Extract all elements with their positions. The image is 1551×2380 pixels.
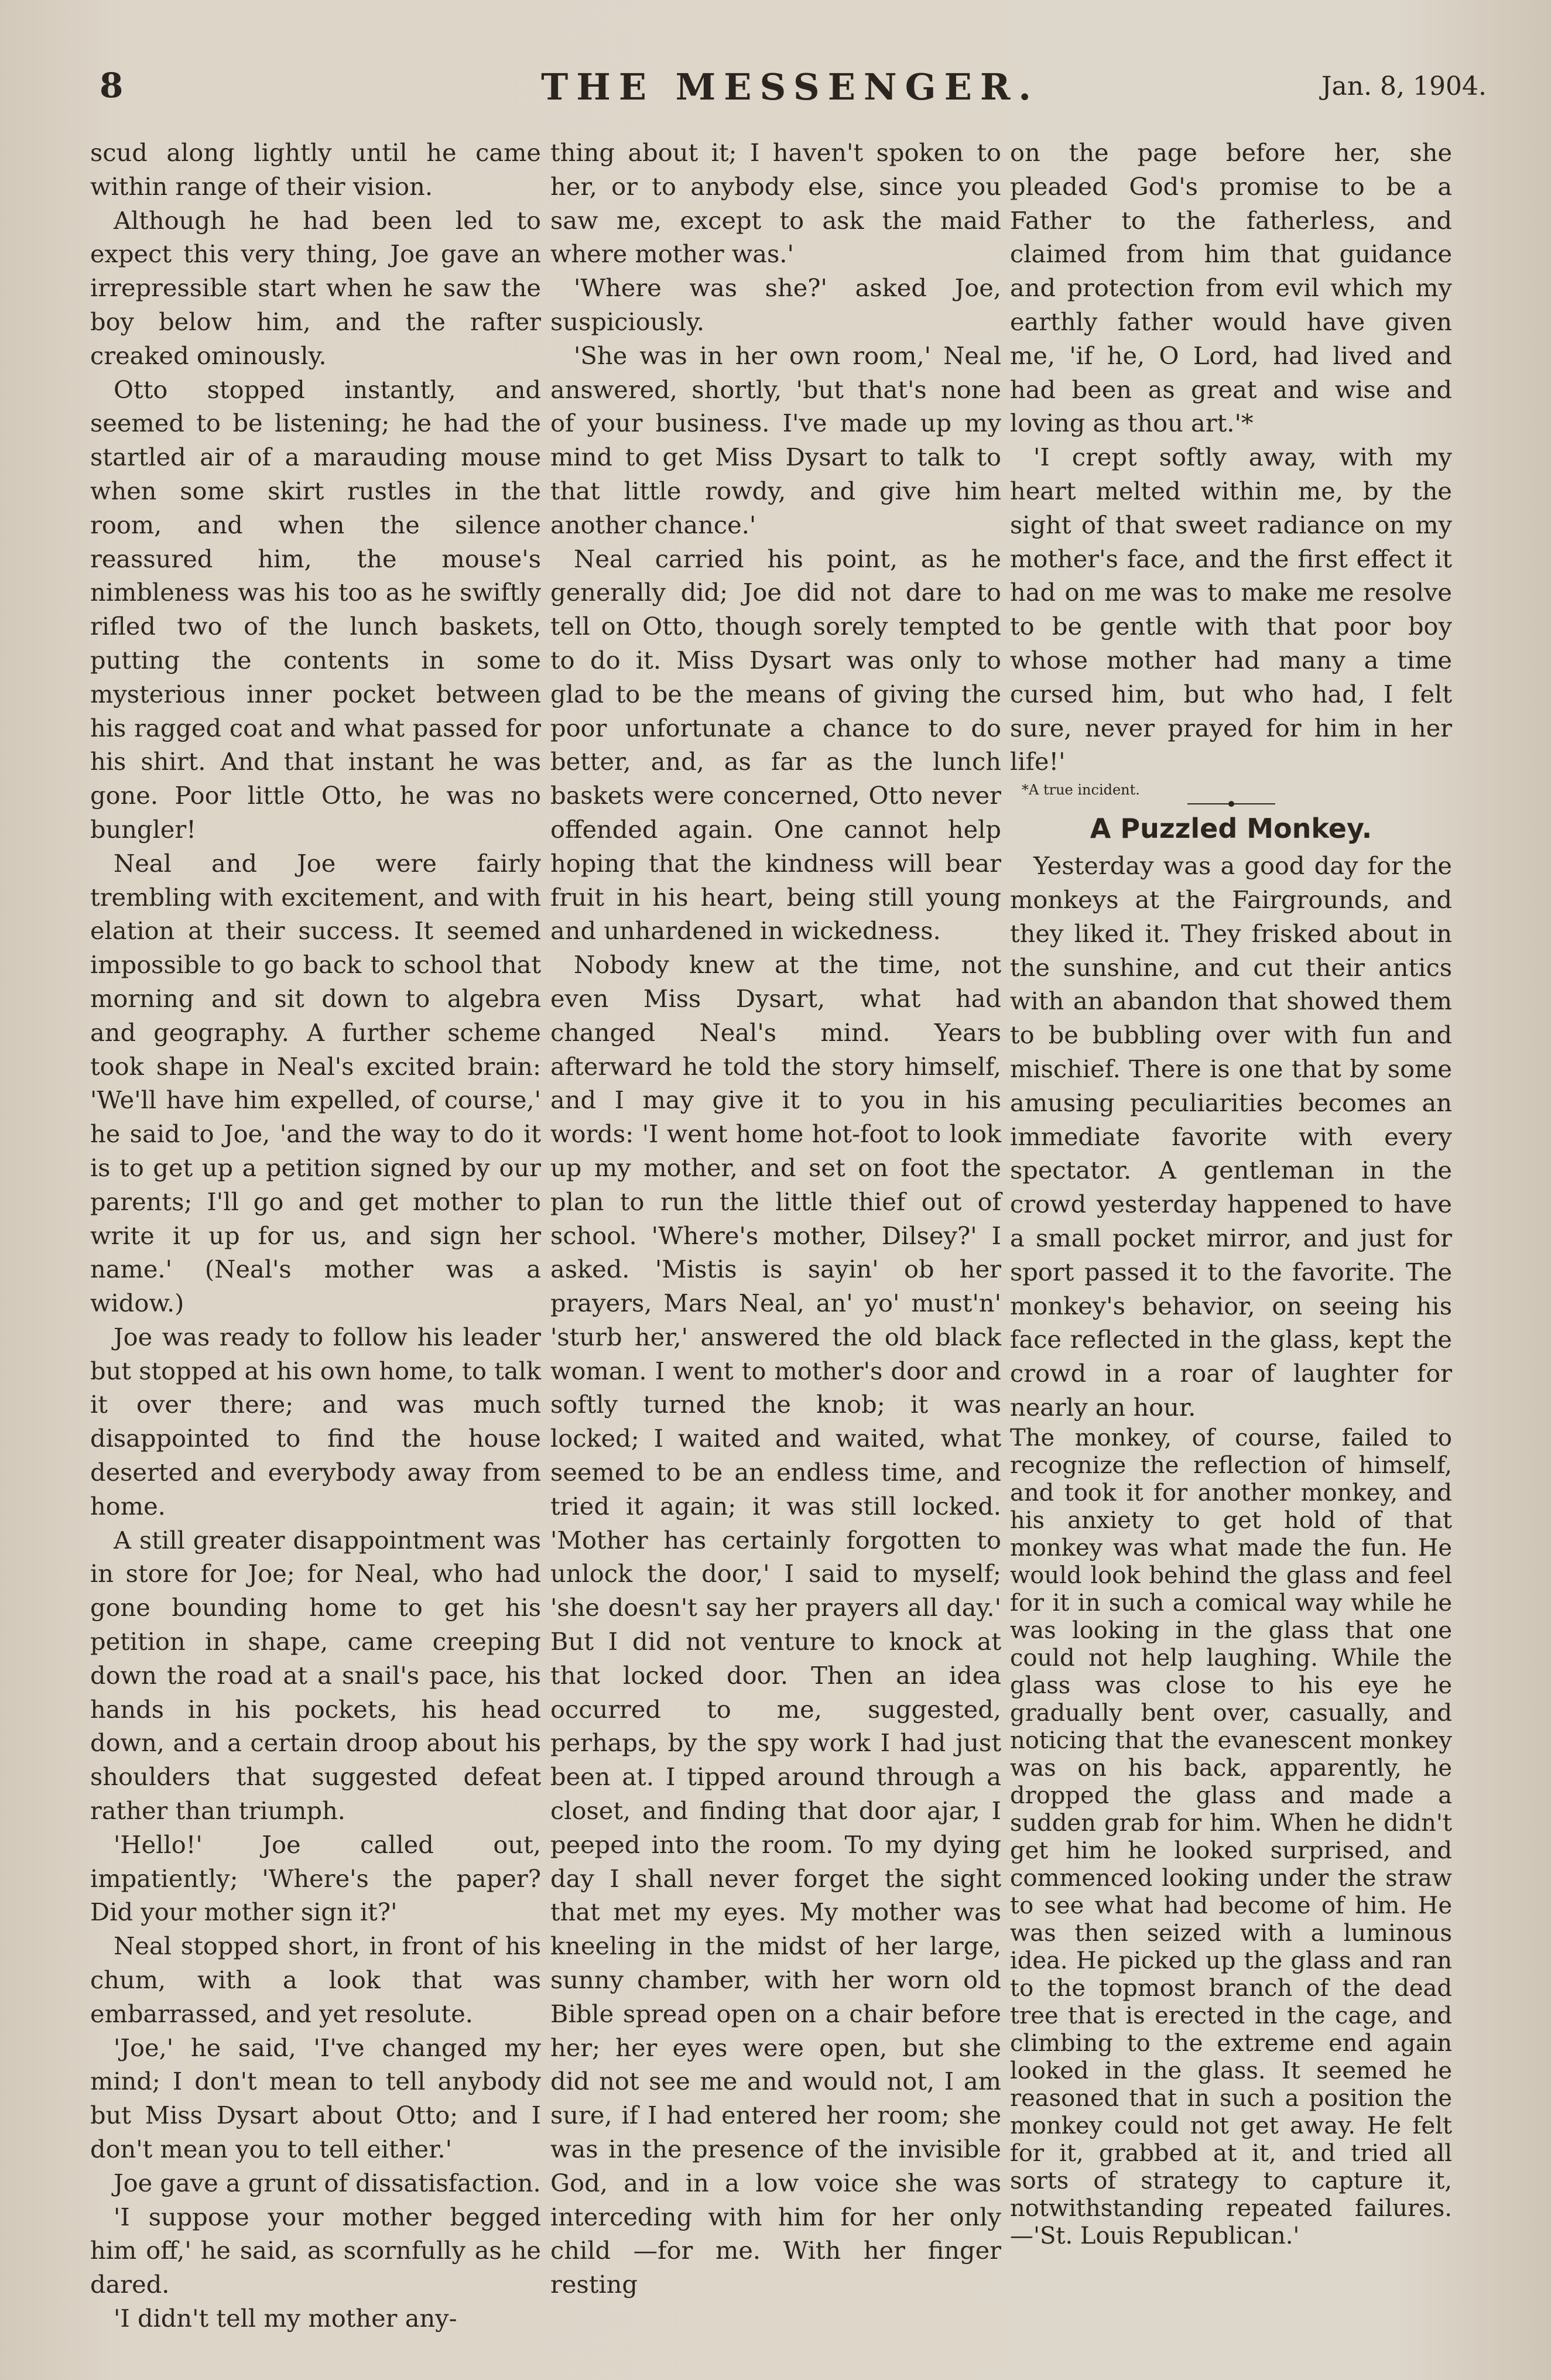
paragraph: The monkey, of course, failed to recognize the reflection of himself, and took it for another monkey, and his anxiety to get hold of that monkey was what made the fun. He would look behind the glass and feel for it in such a comical way while he was looking in the glass that one could not help laughing. While the glass was close to his eye he gradually bent over, casually, and noticing that the evanescent monkey was on his back, apparently, he dropped the glass and made a sudden grab for him. When he didn't get him he looked surprised, and commenced looking under the straw to see what had become of him. He was then seized with a luminous idea. He picked up the glass and ran to the topmost branch of the dead tree that is erected in the cage, and climbing to the extreme end again looked in the glass. It seemed he reasoned that in such a position the monkey could not get away. He felt for it, grabbed at it, and tried all sorts of strategy to capture it, notwithstanding repeated failures. —'St. Louis Republican.' [1010,1424,1452,2249]
column-2 [550,136,1001,2302]
masthead [94,66,1487,118]
section-divider [1187,803,1275,804]
column-1 [90,136,541,2336]
paragraph: 'Hello!' Joe called out, impatiently; 'Where's the paper? Did your mother sign it?' [90,1830,541,1927]
page-number: 8 [100,66,124,105]
paragraph: Joe gave a grunt of dissatisfaction. [114,2168,541,2197]
paragraph: Otto stopped instantly, and seemed to be listening; he had the startled air of a marauding mouse when some skirt rustles in the room, and when the silence reassured him, the mouse's nimbleness was his too as he swiftly rifled two of the lunch baskets, putting the contents in some mysterious inner pocket between his ragged coat and what passed for his shirt. And that instant he was gone. Poor little Otto, he was no bungler! [90,375,541,844]
paragraph: on the page before her, she pleaded God's promise to be a Father to the fatherless, and claimed from him that guidance and protection from evil which my earthly father would have given me, 'if he, O Lord, had lived and had been as great and wise and loving as thou art.'* [1010,138,1452,438]
newspaper-title: THE MESSENGER. [541,66,1039,108]
footnote: *A true incident. [1022,782,1140,799]
paragraph: 'I didn't tell my mother any- [114,2304,457,2333]
paragraph: Although he had been led to expect this very thing, Joe gave an irrepressible start when he saw the boy below him, and the rafter creaked ominously. [90,206,541,370]
article-headline: A Puzzled Monkey. [1090,813,1372,845]
paragraph: A still greater disappointment was in store for Joe; for Neal, who had gone bounding home to get his petition in shape, came creeping down the road at a snail's pace, his hands in his pockets, his head down, and a certain droop about his shoulders that suggested defeat rather than triumph. [90,1525,541,1826]
paragraph: Neal carried his point, as he generally did; Joe did not dare to tell on Otto, though sorely tempted to do it. Miss Dysart was only to glad to be the means of giving the poor unfortunate a chance to do better, and, as far as the lunch baskets were concerned, Otto never offended again. One cannot help hoping that the kindness will bear fruit in his heart, being still young and unhardened in wickedness. [550,544,1001,946]
paragraph: 'She was in her own room,' Neal answered, shortly, 'but that's none of your business. I've made up my mind to get Miss Dysart to talk to that little rowdy, and give him another chance.' [550,341,1001,539]
paragraph: Neal and Joe were fairly trembling with excitement, and with elation at their success. It seemed impossible to go back to school that morning and sit down to algebra and geography. A further scheme took shape in Neal's excited brain: 'We'll have him expelled, of course,' he said to Joe, 'and the way to do it is to get up a petition signed by our parents; I'll go and get mother to write it up for us, and sign her name.' (Neal's mother was a widow.) [90,848,541,1318]
paragraph: 'Joe,' he said, 'I've changed my mind; I don't mean to tell anybody but Miss Dysart about Otto; and I don't mean you to tell either.' [90,2033,541,2164]
paragraph: 'I crept softly away, with my heart melted within me, by the sight of that sweet radiance on my mother's face, and the first effect it had on me was to make me resolve to be gentle with that poor boy whose mother had many a time cursed him, but who had, I felt sure, never prayed for him in her life!' [1010,443,1452,776]
column-3 [1010,136,1452,2250]
paragraph: scud along lightly until he came within range of their vision. [90,138,541,201]
paragraph: Joe was ready to follow his leader but stopped at his own home, to talk it over there; and was much disappointed to find the house deserted and everybody away from home. [90,1322,541,1521]
paragraph: Neal stopped short, in front of his chum, with a look that was embarrassed, and yet resolute. [90,1932,541,2028]
paragraph: 'I suppose your mother begged him off,' he said, as scornfully as he dared. [90,2202,541,2299]
paragraph: Nobody knew at the time, not even Miss Dysart, what had changed Neal's mind. Years afterward he told the story himself, and I may give it to you in his words: 'I went home hot-foot to look up my mother, and set on foot the plan to run the little thief out of school. 'Where's mother, Dilsey?' I asked. 'Mistis is sayin' ob her prayers, Mars Neal, an' yo' must'n' 'sturb her,' answered the old black woman. I went to mother's door and softly turned the knob; it was locked; I waited and waited, what seemed to be an endless time, and tried it again; it was still locked. 'Mother has certainly forgotten to unlock the door,' I said to myself; 'she doesn't say her prayers all day.' But I did not venture to knock at that locked door. Then an idea occurred to me, suggested, perhaps, by the spy work I had just been at. I tipped around through a closet, and finding that door ajar, I peeped into the room. To my dying day I shall never forget the sight that met my eyes. My mother was kneeling in the midst of her large, sunny chamber, with her worn old Bible spread open on a chair before her; her eyes were open, but she did not see me and would not, I am sure, if I had entered her room; she was in the presence of the invisible God, and in a low voice she was interceding with him for her only child —for me. With her finger resting [550,950,1001,2299]
issue-date: Jan. 8, 1904. [1321,71,1487,101]
paragraph: 'Where was she?' asked Joe, suspiciously. [550,273,1001,336]
paragraph: thing about it; I haven't spoken to her, or to anybody else, since you saw me, except to ask the maid where mother was.' [550,138,1001,269]
paragraph: Yesterday was a good day for the monkeys at the Fairgrounds, and they liked it. They frisked about in the sunshine, and cut their antics with an abandon that showed them to be bubbling over with fun and mischief. There is one that by some amusing peculiarities becomes an immediate favorite with every spectator. A gentleman in the crowd yesterday happened to have a small pocket mirror, and just for sport passed it to the favorite. The monkey's behavior, on seeing his face reflected in the glass, kept the crowd in a roar of laughter for nearly an hour. [1010,851,1452,1422]
